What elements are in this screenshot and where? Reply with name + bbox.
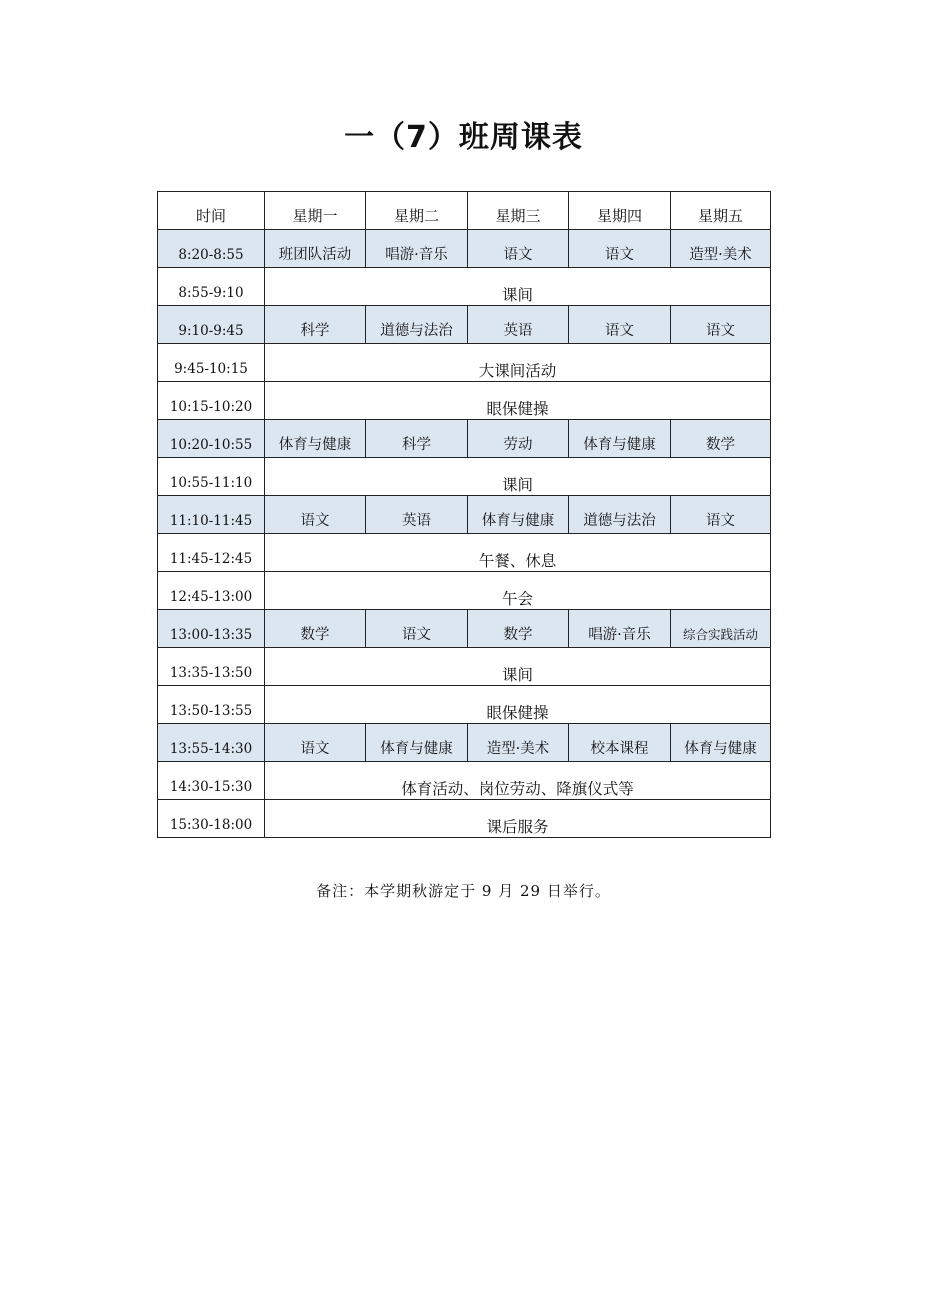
subject-cell: 英语 [366, 496, 468, 534]
time-cell: 10:15-10:20 [158, 382, 265, 420]
subject-cell: 语文 [366, 610, 468, 648]
subject-cell: 语文 [671, 306, 771, 344]
time-cell: 13:35-13:50 [158, 648, 265, 686]
table-row-class [158, 306, 771, 344]
table-row-break [158, 344, 771, 382]
subject-cell: 语文 [265, 496, 366, 534]
table-row-class [158, 420, 771, 458]
table-row-break [158, 800, 771, 838]
time-cell: 11:10-11:45 [158, 496, 265, 534]
subject-cell: 体育与健康 [569, 420, 671, 458]
table-row-class [158, 496, 771, 534]
subject-cell: 数学 [468, 610, 569, 648]
subject-cell: 道德与法治 [366, 306, 468, 344]
table-row-break [158, 686, 771, 724]
subject-cell: 体育与健康 [366, 724, 468, 762]
time-cell: 11:45-12:45 [158, 534, 265, 572]
time-cell: 14:30-15:30 [158, 762, 265, 800]
header-cell-thursday: 星期四 [569, 192, 671, 230]
header-cell-tuesday: 星期二 [366, 192, 468, 230]
time-cell: 13:55-14:30 [158, 724, 265, 762]
activity-cell: 午会 [265, 572, 771, 610]
subject-cell: 唱游·音乐 [569, 610, 671, 648]
time-cell: 9:10-9:45 [158, 306, 265, 344]
subject-cell: 综合实践活动 [671, 610, 771, 648]
subject-cell: 数学 [265, 610, 366, 648]
activity-cell: 课间 [265, 458, 771, 496]
subject-cell: 劳动 [468, 420, 569, 458]
subject-cell: 数学 [671, 420, 771, 458]
activity-cell: 课间 [265, 268, 771, 306]
table-row-break [158, 268, 771, 306]
table-header-row [158, 192, 771, 230]
subject-cell: 道德与法治 [569, 496, 671, 534]
subject-cell: 体育与健康 [468, 496, 569, 534]
activity-cell: 午餐、休息 [265, 534, 771, 572]
table-row-break [158, 572, 771, 610]
table-row-class [158, 724, 771, 762]
page-title: 一（7）班周课表 [344, 120, 583, 155]
header-cell-wednesday: 星期三 [468, 192, 569, 230]
subject-cell: 语文 [468, 230, 569, 268]
table-row-break [158, 648, 771, 686]
time-cell: 15:30-18:00 [158, 800, 265, 838]
time-cell: 8:55-9:10 [158, 268, 265, 306]
subject-cell: 造型·美术 [671, 230, 771, 268]
schedule-table [157, 191, 771, 838]
header-cell-monday: 星期一 [265, 192, 366, 230]
header-cell-friday: 星期五 [671, 192, 771, 230]
activity-cell: 课后服务 [265, 800, 771, 838]
time-cell: 13:00-13:35 [158, 610, 265, 648]
subject-cell: 班团队活动 [265, 230, 366, 268]
subject-cell: 语文 [671, 496, 771, 534]
time-cell: 9:45-10:15 [158, 344, 265, 382]
time-cell: 10:20-10:55 [158, 420, 265, 458]
time-cell: 12:45-13:00 [158, 572, 265, 610]
subject-cell: 语文 [569, 230, 671, 268]
table-row-break [158, 534, 771, 572]
subject-cell: 体育与健康 [265, 420, 366, 458]
table-row-class [158, 610, 771, 648]
activity-cell: 眼保健操 [265, 382, 771, 420]
activity-cell: 体育活动、岗位劳动、降旗仪式等 [265, 762, 771, 800]
activity-cell: 眼保健操 [265, 686, 771, 724]
activity-cell: 大课间活动 [265, 344, 771, 382]
table-row-class [158, 230, 771, 268]
table-row-break [158, 458, 771, 496]
time-cell: 8:20-8:55 [158, 230, 265, 268]
header-cell-time: 时间 [158, 192, 265, 230]
subject-cell: 造型·美术 [468, 724, 569, 762]
subject-cell: 体育与健康 [671, 724, 771, 762]
subject-cell: 唱游·音乐 [366, 230, 468, 268]
activity-cell: 课间 [265, 648, 771, 686]
subject-cell: 校本课程 [569, 724, 671, 762]
time-cell: 13:50-13:55 [158, 686, 265, 724]
subject-cell: 语文 [569, 306, 671, 344]
subject-cell: 英语 [468, 306, 569, 344]
table-row-break [158, 762, 771, 800]
subject-cell: 语文 [265, 724, 366, 762]
subject-cell: 科学 [265, 306, 366, 344]
time-cell: 10:55-11:10 [158, 458, 265, 496]
footnote: 备注：本学期秋游定于 9 月 29 日举行。 [316, 882, 611, 900]
subject-cell: 科学 [366, 420, 468, 458]
table-row-break [158, 382, 771, 420]
